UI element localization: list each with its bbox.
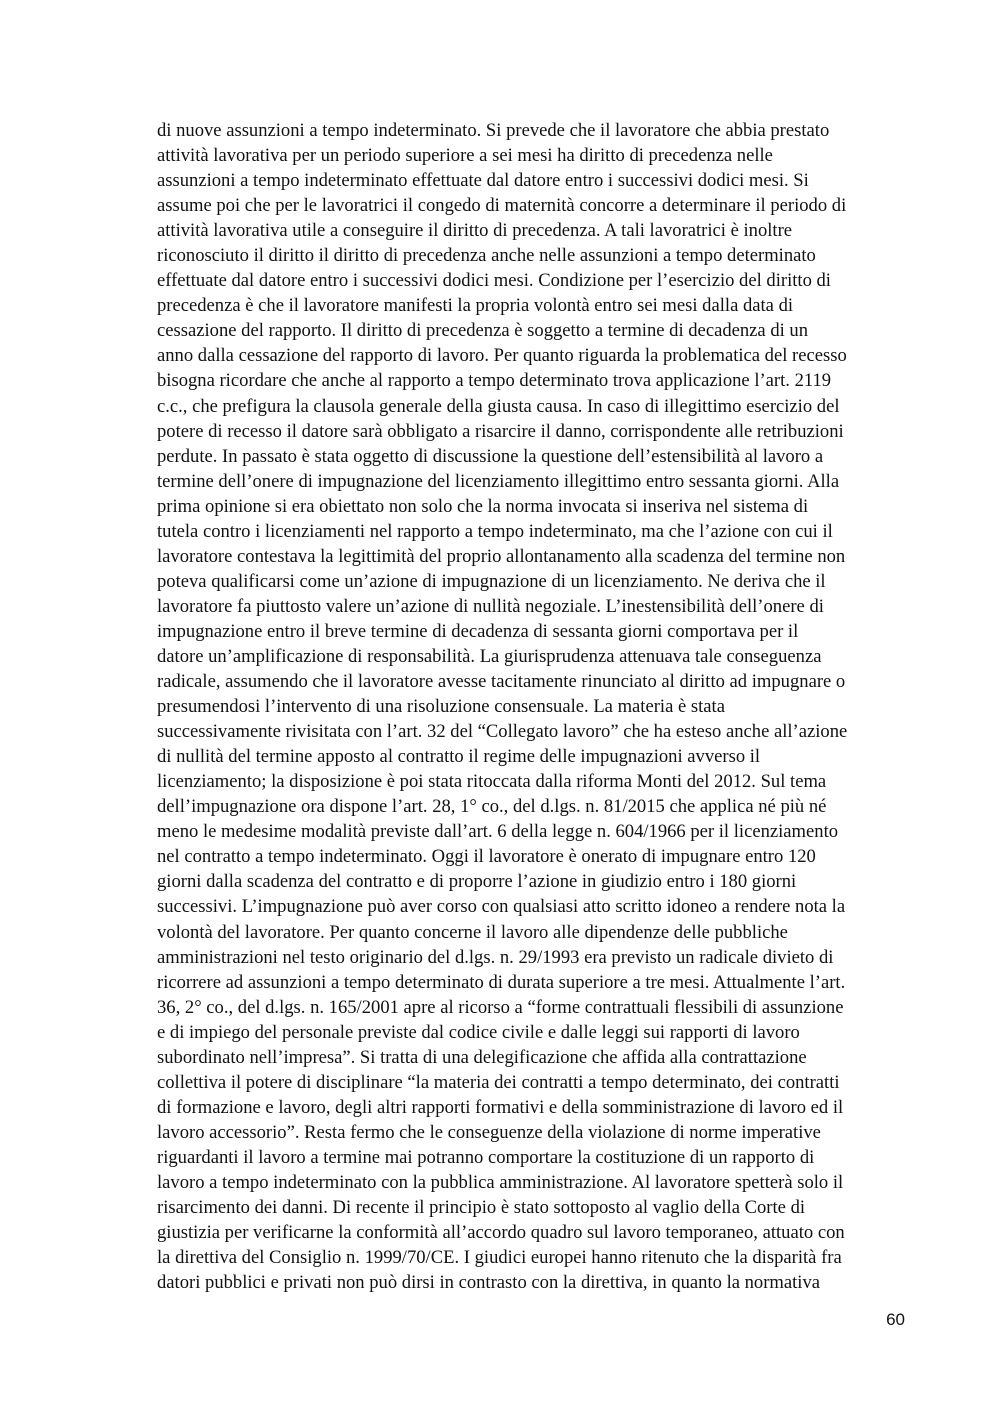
text-line: presumendosi l’intervento di una risoluzione consensuale. La materia è stata — [157, 696, 725, 718]
text-line: risarcimento dei danni. Di recente il principio è stato sottoposto al vaglio della Corte di — [157, 1197, 806, 1219]
text-line: attività lavorativa per un periodo superiore a sei mesi ha diritto di precedenza nelle — [157, 145, 773, 167]
body-paragraph — [157, 118, 917, 1295]
text-line: di nuove assunzioni a tempo indeterminato. Si prevede che il lavoratore che abbia prestato — [157, 120, 830, 141]
page-number: 60 — [886, 1310, 905, 1329]
text-line: la direttiva del Consiglio n. 1999/70/CE. I giudici europei hanno ritenuto che la disparità fra — [157, 1247, 842, 1269]
text-line: c.c., che prefigura la clausola generale della giusta causa. In caso di illegittimo esercizio del — [157, 395, 840, 417]
text-line: lavoratore contestava la legittimità del proprio allontanamento alla scadenza del termine non — [157, 545, 846, 567]
text-line: meno le medesime modalità previste dall’art. 6 della legge n. 604/1966 per il licenziamento — [157, 821, 839, 843]
text-line: successivi. L’impugnazione può aver corso con qualsiasi atto scritto idoneo a rendere nota la — [157, 896, 846, 918]
text-line: nel contratto a tempo indeterminato. Oggi il lavoratore è onerato di impugnare entro 120 — [157, 846, 816, 868]
text-line: termine dell’onere di impugnazione del licenziamento illegittimo entro sessanta giorni. Alla — [157, 470, 840, 492]
text-line: assunzioni a tempo indeterminato effettuate dal datore entro i successivi dodici mesi. Si — [157, 170, 809, 192]
text-line: effettuate dal datore entro i successivi dodici mesi. Condizione per l’esercizio del diritto di — [157, 270, 831, 292]
text-line: riconosciuto il diritto il diritto di precedenza anche nelle assunzioni a tempo determinato — [157, 245, 816, 267]
text-line: radicale, assumendo che il lavoratore avesse tacitamente rinunciato al diritto ad impugnare o — [157, 671, 846, 693]
text-line: lavoratore fa piuttosto valere un’azione di nullità negoziale. L’inestensibilità dell’onere di — [157, 595, 824, 617]
text-line: dell’impugnazione ora dispone l’art. 28, 1° co., del d.lgs. n. 81/2015 che applica né più né — [157, 796, 827, 818]
text-line: datori pubblici e privati non può dirsi in contrasto con la direttiva, in quanto la normativa — [157, 1272, 821, 1294]
text-line: giustizia per verificarne la conformità all’accordo quadro sul lavoro temporaneo, attuato con — [157, 1222, 845, 1244]
text-line: datore un’amplificazione di responsabilità. La giurisprudenza attenuava tale conseguenza — [157, 645, 822, 667]
text-line: lavoro accessorio”. Resta fermo che le conseguenze della violazione di norme imperative — [157, 1121, 821, 1143]
text-line: giorni dalla scadenza del contratto e di proporre l’azione in giudizio entro i 180 giorni — [157, 871, 797, 893]
text-line: 36, 2° co., del d.lgs. n. 165/2001 apre al ricorso a “forme contrattuali flessibili di assunzione — [157, 996, 844, 1018]
text-line: volontà del lavoratore. Per quanto concerne il lavoro alle dipendenze delle pubbliche — [157, 921, 788, 943]
text-line: anno dalla cessazione del rapporto di lavoro. Per quanto riguarda la problematica del recesso — [157, 345, 847, 367]
text-line: perdute. In passato è stata oggetto di discussione la questione dell’estensibilità al lavoro a — [157, 445, 824, 467]
text-line: poteva qualificarsi come un’azione di impugnazione di un licenziamento. Ne deriva che il — [157, 570, 826, 592]
text-line: licenziamento; la disposizione è poi stata ritoccata dalla riforma Monti del 2012. Sul tema — [157, 771, 827, 793]
text-line: prima opinione si era obiettato non solo che la norma invocata si inseriva nel sistema di — [157, 495, 809, 517]
text-line: assume poi che per le lavoratrici il congedo di maternità concorre a determinare il periodo di — [157, 195, 847, 217]
text-line: successivamente rivisitata con l’art. 32 del “Collegato lavoro” che ha esteso anche all’azione — [157, 721, 848, 743]
text-line: tutela contro i licenziamenti nel rapporto a tempo indeterminato, ma che l’azione con cui il — [157, 520, 833, 542]
text-line: bisogna ricordare che anche al rapporto a tempo determinato trova applicazione l’art. 2119 — [157, 370, 832, 392]
text-line: attività lavorativa utile a conseguire il diritto di precedenza. A tali lavoratrici è inoltre — [157, 220, 793, 242]
text-line: cessazione del rapporto. Il diritto di precedenza è soggetto a termine di decadenza di un — [157, 320, 809, 342]
text-line: collettiva il potere di disciplinare “la materia dei contratti a tempo determinato, dei contratti — [157, 1071, 840, 1093]
text-line: riguardanti il lavoro a termine mai potranno comportare la costituzione di un rapporto di — [157, 1146, 815, 1168]
text-line: e di impiego del personale previste dal codice civile e dalle leggi sui rapporti di lavoro — [157, 1021, 800, 1043]
text-line: lavoro a tempo indeterminato con la pubblica amministrazione. Al lavoratore spetterà solo il — [157, 1171, 844, 1193]
text-line: potere di recesso il datore sarà obbligato a risarcire il danno, corrispondente alle retribuzioni — [157, 420, 844, 442]
text-line: impugnazione entro il breve termine di decadenza di sessanta giorni comportava per il — [157, 620, 799, 642]
text-line: ricorrere ad assunzioni a tempo determinato di durata superiore a tre mesi. Attualmente l’art. — [157, 971, 846, 993]
text-line: precedenza è che il lavoratore manifesti la propria volontà entro sei mesi dalla data di — [157, 295, 794, 317]
text-line: di formazione e lavoro, degli altri rapporti formativi e della somministrazione di lavoro ed il — [157, 1096, 844, 1118]
text-line: subordinato nell’impresa”. Si tratta di una delegificazione che affida alla contrattazione — [157, 1046, 807, 1068]
text-line: amministrazioni nel testo originario del d.lgs. n. 29/1993 era previsto un radicale divieto di — [157, 946, 834, 968]
text-line: di nullità del termine apposto al contratto il regime delle impugnazioni avverso il — [157, 746, 761, 768]
